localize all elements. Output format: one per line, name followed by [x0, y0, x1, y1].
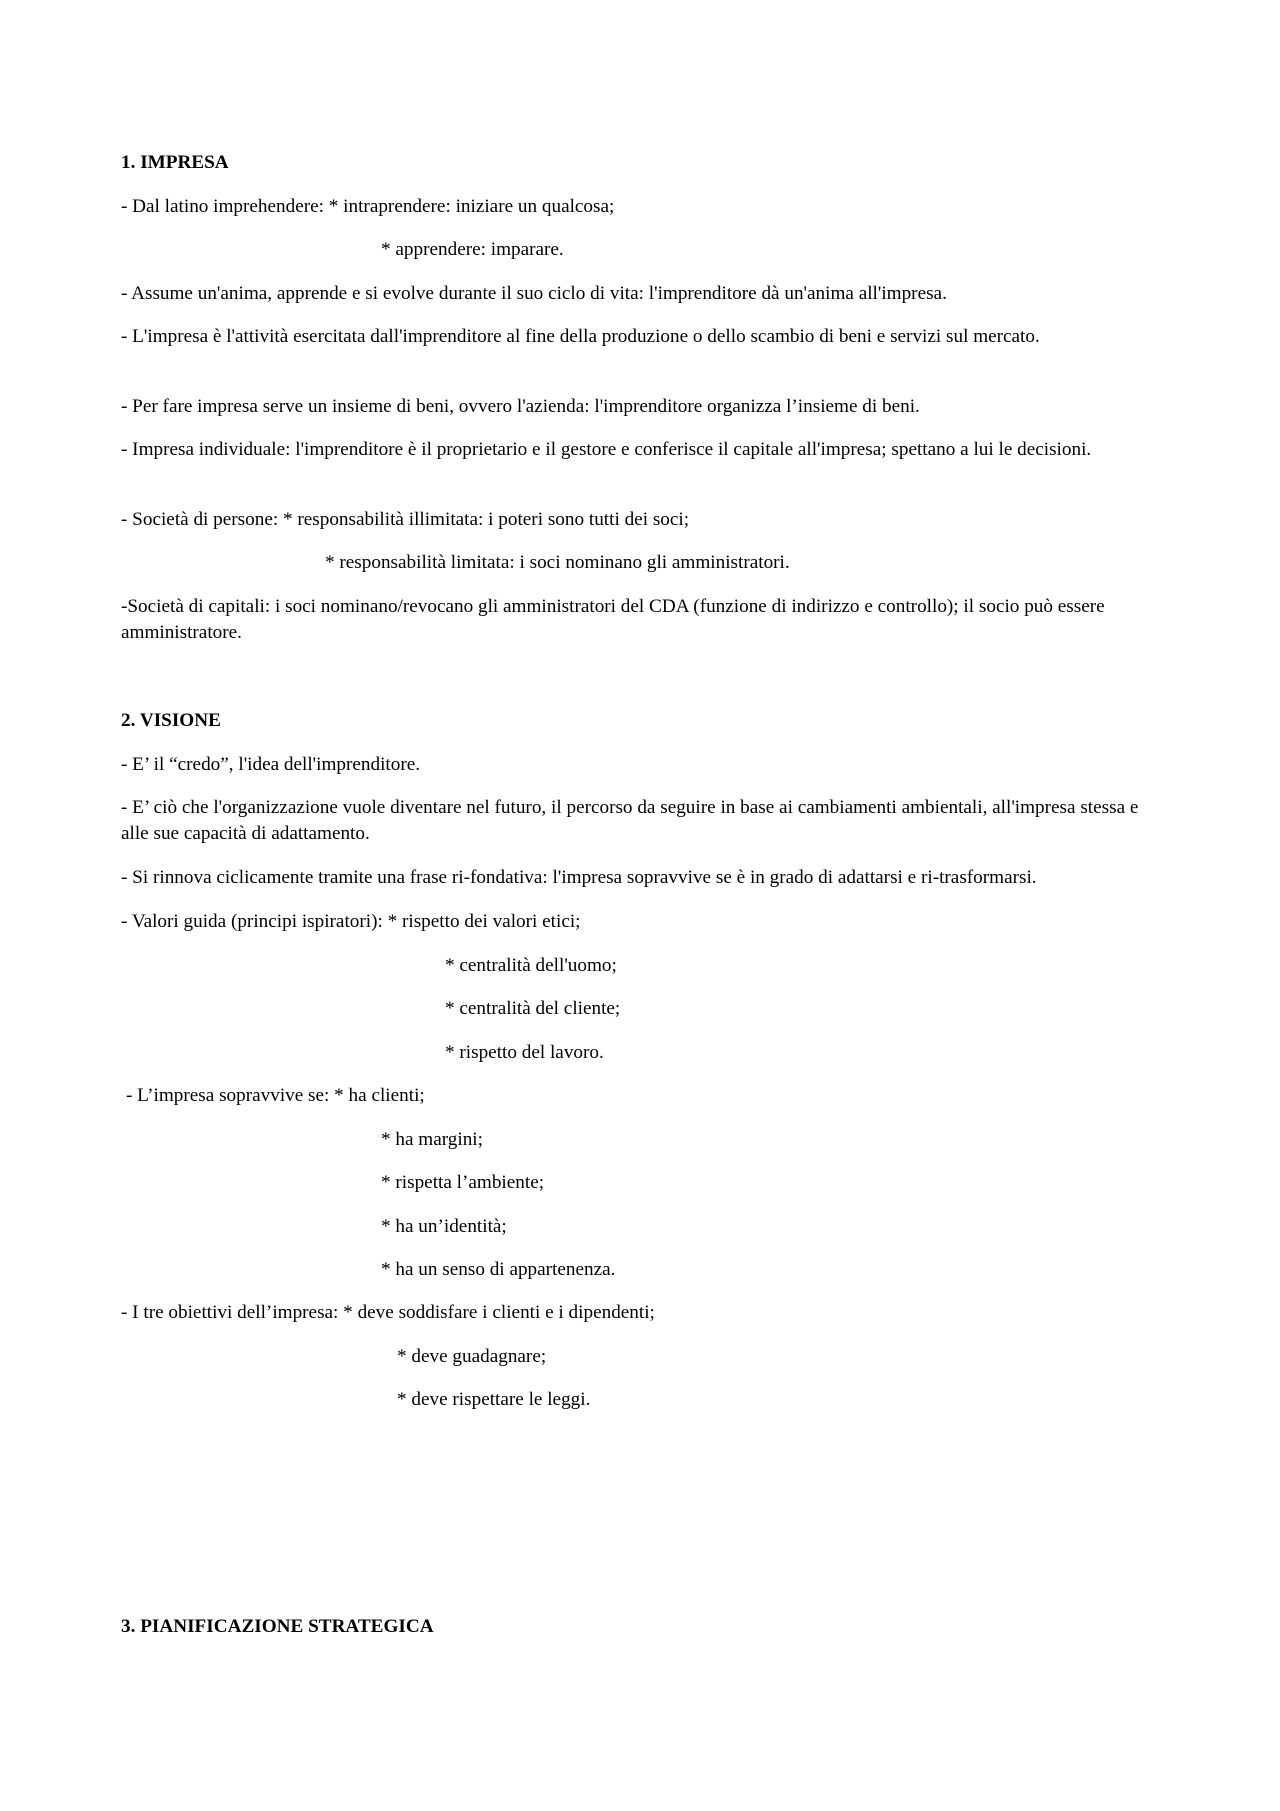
text-line-indented: * rispetta l’ambiente; — [381, 1172, 545, 1193]
text-line: - Assume un'anima, apprende e si evolve durante il suo ciclo di vita: l'imprenditore dà un'anima all'impresa. — [121, 283, 947, 304]
text-line-indented: * responsabilità limitata: i soci nominano gli amministratori. — [325, 552, 790, 573]
text-line: - E’ il “credo”, l'idea dell'imprenditore. — [121, 754, 421, 775]
text-line-indented: * centralità del cliente; — [445, 998, 621, 1019]
text-line-indented: * ha margini; — [381, 1129, 483, 1150]
text-line: - Valori guida (principi ispiratori): * rispetto dei valori etici; — [121, 911, 581, 932]
text-line-indented: * apprendere: imparare. — [381, 239, 564, 260]
text-line-indented: * rispetto del lavoro. — [445, 1042, 604, 1063]
text-line-indented: * deve guadagnare; — [397, 1346, 547, 1367]
text-line: - Società di persone: * responsabilità illimitata: i poteri sono tutti dei soci; — [121, 509, 690, 530]
text-paragraph: - L'impresa è l'attività esercitata dall'imprenditore al fine della produzione o dello scambio di beni e servizi sul mercato. — [121, 326, 1040, 347]
text-line-indented: * centralità dell'uomo; — [445, 955, 617, 976]
text-line-indented: * ha un senso di appartenenza. — [381, 1259, 616, 1280]
text-line: - Per fare impresa serve un insieme di beni, ovvero l'azienda: l'imprenditore organizza l’insieme di beni. — [121, 396, 920, 417]
text-line-indented: * ha un’identità; — [381, 1216, 507, 1237]
text-line: - I tre obiettivi dell’impresa: * deve soddisfare i clienti e i dipendenti; — [121, 1302, 655, 1323]
text-paragraph: - E’ ciò che l'organizzazione vuole diventare nel futuro, il percorso da seguire in base ai cambiamenti ambientali, all'impresa stessa e alle sue capacità di adattamento. — [121, 797, 1139, 844]
text-line: - L’impresa sopravvive se: * ha clienti; — [126, 1085, 425, 1106]
section-heading-impresa: 1. IMPRESA — [121, 152, 229, 173]
text-line: - Si rinnova ciclicamente tramite una frase ri-fondativa: l'impresa sopravvive se è in grado di adattarsi e ri-trasformarsi. — [121, 867, 1037, 888]
text-line: - Dal latino imprehendere: * intraprendere: iniziare un qualcosa; — [121, 196, 615, 217]
text-paragraph: - Impresa individuale: l'imprenditore è il proprietario e il gestore e conferisce il capitale all'impresa; spettano a lui le decisioni. — [121, 439, 1092, 460]
section-heading-visione: 2. VISIONE — [121, 710, 221, 731]
section-heading-pianificazione: 3. PIANIFICAZIONE STRATEGICA — [121, 1616, 434, 1637]
text-paragraph: -Società di capitali: i soci nominano/revocano gli amministratori del CDA (funzione di indirizzo e controllo); il socio può essere amministratore. — [121, 596, 1105, 643]
text-line-indented: * deve rispettare le leggi. — [397, 1389, 591, 1410]
